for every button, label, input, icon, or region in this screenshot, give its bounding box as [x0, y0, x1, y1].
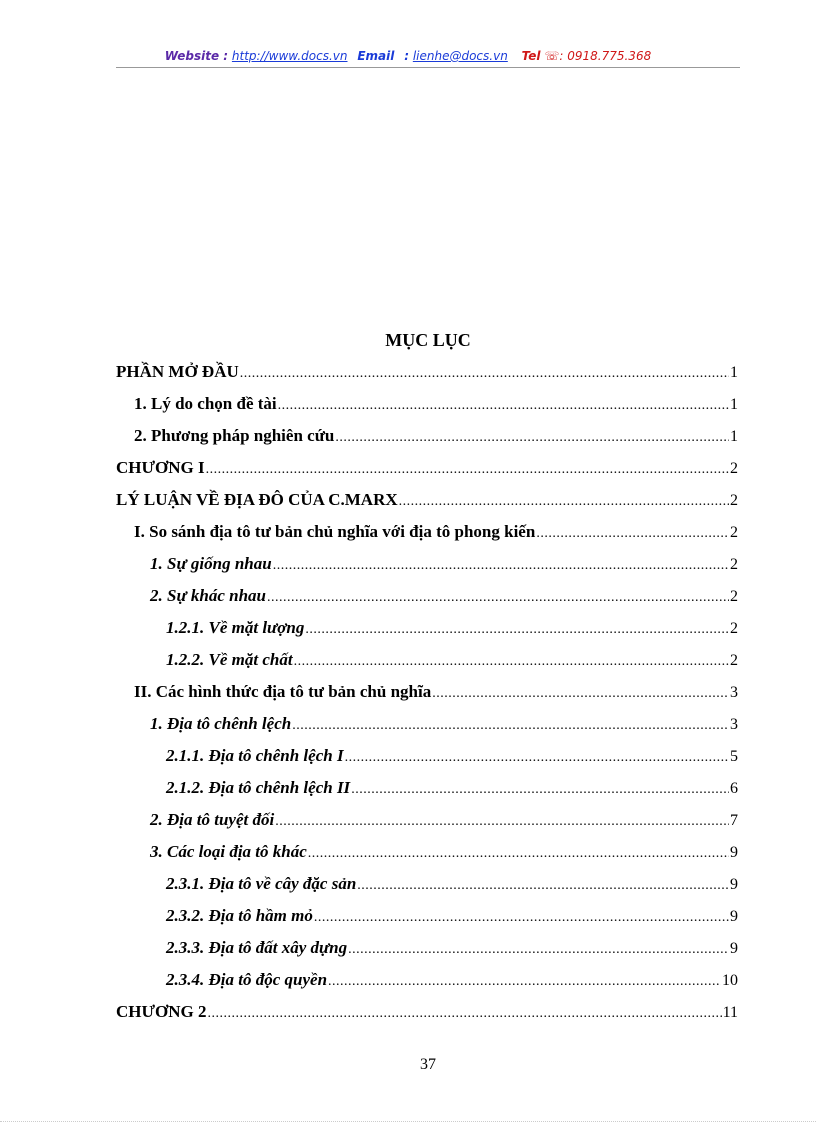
tel-label: Tel	[521, 49, 541, 63]
toc-page-number: 3	[730, 716, 738, 733]
toc-entry-chuong-1[interactable]	[116, 458, 738, 482]
page-bottom-divider	[0, 1121, 816, 1122]
toc-page-number: 1	[730, 364, 738, 381]
toc-entry-ve-mat-chat[interactable]	[166, 650, 738, 674]
toc-entry-ham-mo[interactable]	[166, 906, 738, 930]
toc-entry-text: II. Các hình thức địa tô tư bản chủ nghĩa	[134, 682, 432, 701]
toc-title: MỤC LỤC	[385, 330, 471, 350]
dot-leader	[328, 974, 721, 990]
toc-entry-chuong-2[interactable]	[116, 1002, 738, 1026]
toc-page-number: 10	[722, 972, 738, 989]
toc-entry-dia-to-chenh-lech[interactable]	[150, 714, 738, 738]
toc-entry-text: 1.2.2. Về mặt chất	[166, 650, 293, 669]
toc-entry-doc-quyen[interactable]	[166, 970, 738, 994]
toc-entry-text: CHƯƠNG I	[116, 458, 205, 477]
dot-leader	[345, 750, 729, 766]
toc-entry-text: 2. Phương pháp nghiên cứu	[134, 426, 335, 445]
dot-leader	[208, 1006, 722, 1022]
dot-leader	[335, 430, 729, 446]
toc-entry-text: CHƯƠNG 2	[116, 1002, 207, 1021]
email-separator: :	[404, 49, 409, 63]
toc-page-number: 1	[730, 396, 738, 413]
dot-leader	[432, 686, 729, 702]
toc-page-number: 2	[730, 524, 738, 541]
dot-leader	[278, 398, 729, 414]
toc-entry-chenh-lech-1[interactable]	[166, 746, 738, 770]
toc-entry-text: 3. Các loại địa tô khác	[150, 842, 307, 861]
toc-page-number: 9	[730, 908, 738, 925]
toc-entry-su-khac-nhau[interactable]	[150, 586, 738, 610]
dot-leader	[351, 782, 729, 798]
toc-entry-phuong-phap[interactable]	[134, 426, 738, 450]
dot-leader	[206, 462, 729, 478]
toc-page-number: 2	[730, 620, 738, 637]
toc-entry-tuyet-doi[interactable]	[150, 810, 738, 834]
toc-entry-ve-mat-luong[interactable]	[166, 618, 738, 642]
toc-entry-text: 2.3.1. Địa tô về cây đặc sản	[166, 874, 357, 893]
page-number: 37	[420, 1056, 436, 1073]
toc-page-number: 7	[730, 812, 738, 829]
toc-page-number: 2	[730, 652, 738, 669]
toc-page-number: 2	[730, 460, 738, 477]
toc-entry-cay-dac-san[interactable]	[166, 874, 738, 898]
toc-entry-text: 1. Lý do chọn đề tài	[134, 394, 277, 413]
toc-page-number: 2	[730, 492, 738, 509]
toc-page-number: 3	[730, 684, 738, 701]
toc-entry-cac-loai-khac[interactable]	[150, 842, 738, 866]
website-label: Website :	[164, 49, 229, 63]
dot-leader	[536, 526, 729, 542]
toc-page-number: 1	[730, 428, 738, 445]
toc-entry-text: 1.2.1. Về mặt lượng	[166, 618, 305, 637]
toc-entry-text: 2.1.2. Địa tô chênh lệch II	[166, 778, 351, 797]
dot-leader	[314, 910, 729, 926]
dot-leader	[275, 814, 729, 830]
dot-leader	[357, 878, 729, 894]
toc-page-number: 2	[730, 588, 738, 605]
toc-entry-text: I. So sánh địa tô tư bản chủ nghĩa với địa tô phong kiến	[134, 522, 536, 541]
toc-entry-text: 2.3.4. Địa tô độc quyền	[166, 970, 328, 989]
toc-entry-text: LÝ LUẬN VỀ ĐỊA ĐÔ CỦA C.MARX	[116, 490, 398, 509]
dot-leader	[294, 654, 729, 670]
dot-leader	[308, 846, 729, 862]
toc-entry-text: 2.3.2. Địa tô hầm mỏ	[166, 906, 313, 925]
toc-entry-phan-mo-dau[interactable]	[116, 362, 738, 386]
toc-entry-cac-hinh-thuc[interactable]	[134, 682, 738, 706]
toc-entry-text: 2. Địa tô tuyệt đối	[150, 810, 275, 829]
toc-entry-su-giong-nhau[interactable]	[150, 554, 738, 578]
dot-leader	[305, 622, 729, 638]
dot-leader	[292, 718, 729, 734]
dot-leader	[273, 558, 729, 574]
toc-entry-ly-do[interactable]	[134, 394, 738, 418]
page-header	[0, 49, 816, 63]
header-divider	[116, 67, 740, 68]
dot-leader	[240, 366, 729, 382]
toc-page-number: 5	[730, 748, 738, 765]
toc-page-number: 2	[730, 556, 738, 573]
toc-entry-ly-luan[interactable]	[116, 490, 738, 514]
toc-page-number: 9	[730, 876, 738, 893]
toc-entry-text: 2.1.1. Địa tô chênh lệch I	[166, 746, 344, 765]
dot-leader	[399, 494, 729, 510]
toc-entry-text: 2. Sự khác nhau	[150, 586, 267, 605]
dot-leader	[348, 942, 729, 958]
toc-page-number: 9	[730, 844, 738, 861]
phone-icon: ☏	[544, 49, 560, 63]
toc-entry-text: PHẦN MỞ ĐẦU	[116, 362, 239, 381]
website-link[interactable]: http://www.docs.vn	[231, 49, 348, 63]
tel-number: : 0918.775.368	[559, 49, 652, 63]
toc-page-number: 11	[722, 1004, 738, 1021]
toc-page-number: 6	[730, 780, 738, 797]
toc-entry-text: 1. Sự giống nhau	[150, 554, 272, 573]
toc-entry-chenh-lech-2[interactable]	[166, 778, 738, 802]
toc-page-number: 9	[730, 940, 738, 957]
tel-block	[522, 49, 652, 63]
email-label: Email	[357, 49, 395, 63]
toc-entry-dat-xay-dung[interactable]	[166, 938, 738, 962]
dot-leader	[267, 590, 729, 606]
email-link[interactable]: lienhe@docs.vn	[412, 49, 508, 63]
toc-entry-text: 1. Địa tô chênh lệch	[150, 714, 292, 733]
toc-entry-text: 2.3.3. Địa tô đất xây dựng	[166, 938, 348, 957]
toc-entry-so-sanh[interactable]	[134, 522, 738, 546]
